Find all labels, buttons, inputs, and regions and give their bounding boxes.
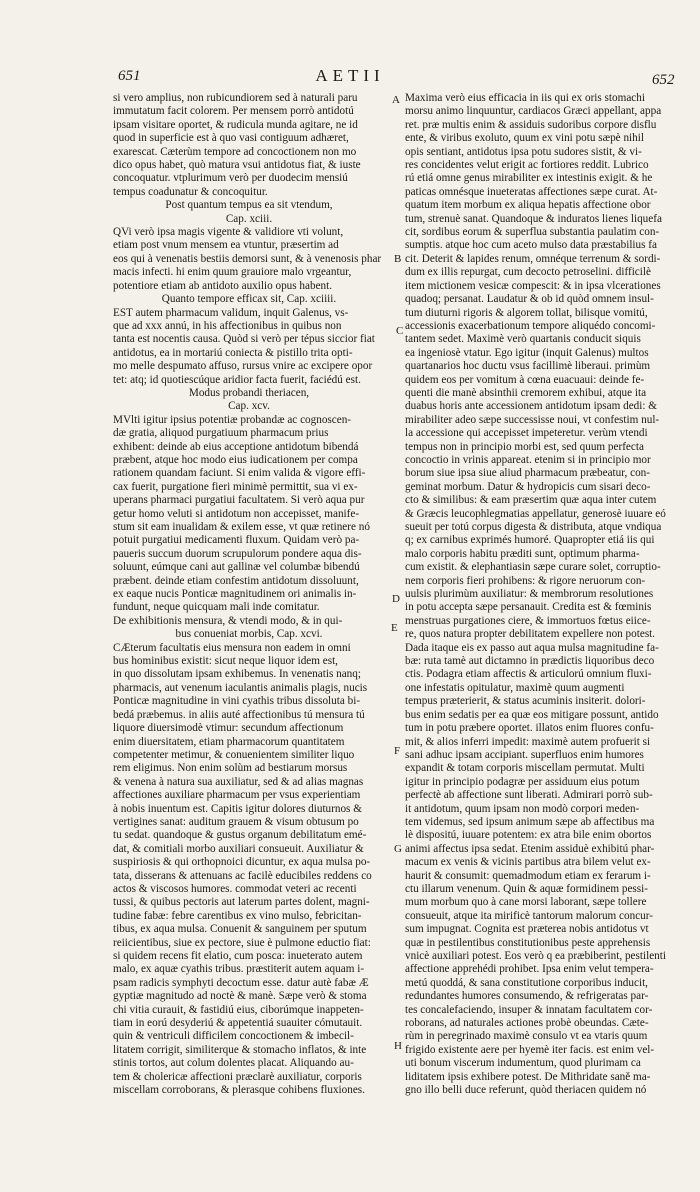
text-line: tum, strenuè sanat. Quandoque & induratos lienes liquefa [405, 212, 662, 225]
text-line: cax fuerit, purgatione fieri minimè permittit, sua vi ex- [113, 480, 358, 493]
text-line: quin & ventriculi difficilem concoctionem & imbecil- [113, 1030, 354, 1043]
text-line: tibus, ex aqua mulsa. Conuenit & sanguinem per sputum [113, 923, 367, 936]
text-line: tes concalefaciendo, insuper & innatam facultatem cor- [405, 1003, 653, 1016]
text-line: miscellam corroborans, & plerasque cohibens fluxiones. [113, 1084, 365, 1097]
page-number-right: 652 [652, 72, 675, 88]
text-line: Cap. xciii. [225, 212, 273, 225]
text-line: vertigines sanat: auditum grauem & visum obtusum po [113, 815, 359, 828]
text-line: consueuit, atque ita mirificè tantorum malorum concur- [405, 909, 653, 922]
text-line: tata, disserans & attenuans ac facilè educibiles reddens co [113, 869, 372, 882]
text-line: uperans pharmaci purgatiui facultatem. Si verò aqua pur [113, 494, 365, 507]
text-line: cit. Deterit & lapides renum, omnéque terrenum & sordi- [405, 252, 661, 265]
text-line: CÆterum facultatis eius mensura non eadem in omni [113, 641, 351, 654]
text-line: sum impugnat. Cognita est præterea nobis antidotus vt [405, 923, 649, 936]
text-line: in quo dissolutam ipsam exhibemus. In venenatis nanq; [113, 668, 361, 681]
text-line: tantem sedet. Maximè verò quartanis conducit siquis [405, 333, 641, 346]
text-line: suspiriosis & qui orthopnoici dicuntur, ex aqua mulsa po- [113, 856, 371, 869]
text-line: tempus coadunatur & concoquitur. [113, 185, 268, 198]
text-line: psam radicis symphyti decoctum esse. datur autè fabæ Æ [113, 976, 369, 989]
text-line: tiam in eorú desyderiú & appetentiá suauiter cómutauit. [113, 1017, 363, 1030]
text-line: affectiones auxiliare pharmacum per vsus experientiam [113, 789, 361, 802]
text-line: expandit & totam corporis miscellam permutat. Multi [405, 762, 645, 775]
text-line: Maxima verò eius efficacia in iis qui ex oris stomachi [405, 92, 645, 104]
text-line: borum siue ipsa siue aliud pharmacum præbeatur, con- [405, 467, 650, 480]
text-line: res concidentes velut erigit ac fortiores reddit. Lubrico [405, 159, 649, 172]
text-line: sani adhuc ipsam accipiant. superfluos enim humores [405, 748, 644, 761]
text-line: ctis. Podagra etiam affectis & articulorú omnium fluxi- [405, 668, 652, 681]
text-line: exhibent: deinde ab eius acceptione antidotum bibendá [113, 440, 359, 453]
text-line: liditatem ipsis exhibere potest. De Mithridate saně ma- [405, 1070, 651, 1083]
text-line: soluunt, eúmque cani aut gallinæ vel columbæ bibendú [113, 561, 360, 574]
text-line: paticas omnésque inueteratas affectiones sæpe curat. At- [405, 185, 658, 198]
text-line: perfectè ab affectione sunt liberati. Admirari porrò sub- [405, 789, 653, 802]
text-line: si quidem recens fit elatio, cum posca: inueterato autem [113, 950, 363, 962]
text-line: animi affectus ipsa sedat. Etenim assiduè exhibitú phar- [405, 842, 655, 855]
text-line: dum ex illis repurgat, cum decocto petroselini. difficilè [405, 266, 651, 279]
text-line: De exhibitionis mensura, & vtendi modo, & in qui- [113, 614, 343, 627]
text-line: tum in potu præbere oportet. illatos enim fluores confu- [405, 722, 654, 735]
text-line: opis sentiant, antidotus ipsa potu sudores sistit, & vi- [405, 145, 642, 158]
text-line: sueuit per totú corpus digesta & distributa, atque vndiqua [405, 521, 662, 533]
text-line: Dada itaque eis ex passo aut aqua mulsa magnitudine fa- [405, 641, 659, 654]
text-line: bus hominibus existit: sicut neque liquor idem est, [113, 655, 338, 668]
text-line: concoquatur. vtplurimum verò per duodecim mensiú [113, 172, 348, 185]
margin-letter: A [392, 94, 400, 106]
margin-letter: C [396, 325, 404, 337]
text-line: quatum item morbum ex aliqua hepatis affectione obor [405, 199, 651, 212]
text-line: tudine fabæ: febre carentibus ex vino mulso, febricitan- [113, 909, 362, 922]
text-line: QVi verò ipsa magis vigente & validiore vti volunt, [113, 226, 344, 239]
text-line: q; ex carnibus exprimés humoré. Quapropter etiá iis qui [405, 534, 655, 547]
text-line: tet: atq; id quotiescúque aridior facta fuerit, faciédú est. [113, 373, 361, 386]
text-line: tum diuturni rigoris & algorem tollat, bilisque vomitú, [405, 306, 648, 319]
text-line: malo, ex aquæ cyathis tribus. præstiterit autem aquam i- [113, 963, 365, 976]
text-line: in potu accepta sæpe persanauit. Credita est & fœminis [405, 601, 652, 614]
text-line: malo corporis habitu præditi sunt, optimum pharma- [405, 547, 640, 560]
text-line: accessionis exacerbationum tempore aliquédo concomi- [405, 319, 656, 332]
text-line: stum sit eam inualidam & exilem esse, vt quæ retinere nó [113, 521, 370, 533]
text-line: tu sedat. quandoque & gustus organum debilitatum emé- [113, 829, 367, 842]
text-line: bus enim sedatis per ea quæ eos mitigare possunt, antido [405, 708, 659, 721]
text-line: tempus non in principio morbi est, sed quum perfecta [405, 440, 644, 453]
text-line: liquore diuersimodè vtimur: secundum affectionum [113, 722, 344, 735]
text-line: MVlti igitur ipsius potentiæ probandæ ac cognoscen- [113, 413, 352, 426]
text-line: si vero amplius, non rubicundiorem sed à naturali paru [113, 92, 358, 104]
text-line: cto & similibus: & eam præsertim quæ aqua inter cutem [405, 494, 657, 507]
text-line: quenti die manè absinthii cremorem exhibui, atque ita [405, 386, 647, 399]
text-line: Quanto tempore efficax sit, Cap. xciiii. [161, 293, 337, 306]
text-line: dat, & comitiali morbo auxiliari consueuit. Auxiliatur & [113, 842, 364, 855]
text-line: uti bonum viscerum indumentum, quod plurimam ca [405, 1057, 641, 1070]
text-line: bus conueniat morbis, Cap. xcvi. [175, 628, 323, 641]
text-line: quod in superficie est à quo vasi contiguum adhæret, [113, 132, 349, 145]
text-line: à nobis inuentum est. Capitis igitur dolores diuturnos & [113, 802, 362, 815]
text-line: præbent, atque hoc modo eius iudicationem per compa [113, 453, 358, 466]
text-line: quidem eos per vomitum à cœna euacuaui: deinde fe- [405, 373, 645, 386]
text-line: sumptis. atque hoc cum aceto mulso data præstabilius fa [405, 239, 657, 252]
text-line: quadoq; persanat. Laudatur & ob id quòd omnem insul- [405, 293, 654, 306]
text-line: potentiore etiam ab antidoto auxilio opus habent. [113, 279, 333, 292]
text-line: tem videmus, sed ipsum animum sæpe ab affectibus ma [405, 815, 655, 828]
text-line: ipsam visitare oportet, & rudicula munda agitare, ne id [113, 118, 358, 131]
text-line: rú etiá omne genus mirabiliter ex intestinis exigit. & he [405, 172, 653, 185]
text-line: one infestatis opitulatur, maximè quum augmenti [405, 681, 625, 694]
text-line: affectione apprehédi prohibet. Ipsa enim velut tempera- [405, 963, 654, 976]
text-line: mo melle despumato affuso, rursus vnire ac excipere opor [113, 360, 373, 373]
text-line: vnicè auxiliari potest. Eos verò q ea præbiberint, pestilenti [405, 950, 666, 962]
text-line: exarescat. Cæterùm tempore ad concoctionem non mo [113, 145, 357, 158]
text-line: mirabiliter adeo sæpe successisse noui, vt confestim nul- [405, 413, 660, 426]
text-line: gyptiæ magnitudo ad noctè & manè. Sæpe verò & stoma [113, 990, 367, 1003]
text-line: getur homo veluti si antidotum non accepisset, manife- [113, 507, 360, 520]
text-line: ea ingeniosè vtatur. Ego igitur (inquit Galenus) multos [405, 346, 649, 359]
text-line: nem corporis fieri prohibens: & rigore neruorum con- [405, 574, 646, 587]
margin-letter: D [392, 593, 400, 605]
text-line: metú quoddá, & sana constitutione corporibus inducit, [405, 976, 648, 989]
text-line: mit, & alios inferri impedit: maximè autem profuerit si [405, 735, 651, 748]
text-line: mum morbum quo à cane morsi laborant, sæpe tollere [405, 896, 647, 909]
text-line: bedá præbemus. in aliis auté affectionibus tú mensura tú [113, 708, 365, 721]
margin-letter: G [394, 843, 402, 855]
running-header [0, 66, 700, 92]
margin-letter: B [394, 253, 402, 265]
text-line: Cap. xcv. [228, 400, 270, 413]
text-line: quartanarios hoc ductu vsus facillimè liberaui. primùm [405, 360, 651, 373]
running-title: AETII [315, 66, 385, 85]
text-line: tanta est nocentis causa. Quòd si verò per tépus siccior fiat [113, 333, 375, 346]
text-line: reiicientibus, siue ex pectore, siue è pulmone eductio fiat: [113, 936, 371, 949]
text-line: la accessione qui accepisset impeteretur. verùm vtendi [405, 427, 648, 440]
text-line: ret. præ multis enim & assiduis sudoribus corpore disflu [405, 118, 657, 131]
text-line: morsu animo linquuntur, cardiacos Græci appellant, appa [405, 105, 662, 118]
margin-letter: H [394, 1040, 402, 1052]
text-line: cum existit. & elephantiasin sæpe curare solet, corruptio- [405, 561, 661, 574]
text-line: præbent. deinde etiam confestim antidotum dissoluunt, [113, 574, 359, 587]
margin-letter: E [391, 622, 398, 634]
text-line: igitur in principio podagræ per assiduum eius potum [405, 775, 640, 788]
text-line: rùm in peregrinado maximè consulo vt ea vtaris quum [405, 1030, 648, 1043]
text-line: actos & viscosos humores. commodat veteri ac recenti [113, 882, 357, 895]
right-column [405, 92, 680, 1097]
left-column [113, 92, 385, 1097]
text-line: lè dispositú, iuuare potentem: ex atra bile enim obortos [405, 829, 652, 842]
text-line: rationem quandam faciunt. Si enim valida & vigore effi- [113, 467, 366, 480]
text-line: immutatum facit colorem. Per mensem porrò antidotú [113, 105, 354, 118]
text-line: quæ in pestilentibus constitutionibus peste apprehensis [405, 936, 651, 949]
text-line: ente, & viribus exoluto, quum ex vini potu sæpè nihil [405, 132, 644, 145]
text-line: roborans, ad naturales actiones probè obeundas. Cæte- [405, 1017, 649, 1030]
text-line: gno illo belli duce referunt, quòd theriacen quidem nó [405, 1084, 647, 1097]
text-line: pharmacis, aut venenum iaculantis animalis plagis, nucis [113, 681, 368, 694]
text-line: ctu illarum venenum. Quin & aquæ formidinem pessi- [405, 882, 648, 895]
text-line: fundunt, neque quicquam mali inde comitatur. [113, 601, 320, 614]
text-line: enim diuersitatem, etiam pharmacorum quantitatem [113, 735, 345, 748]
text-line: paueris succum duorum scrupulorum pondere aqua dis- [113, 547, 362, 560]
text-line: tem & cholericæ affectioni præclarè auxiliatur, corporis [113, 1070, 362, 1083]
text-line: tussi, & quibus pectoris aut laterum partes dolent, magni- [113, 896, 370, 909]
text-line: macis infecti. hi enim quum grauiore malo vrgeantur, [113, 266, 352, 279]
text-line: chi vitia curauit, & fastidiú eius, ciborúmque inappeten- [113, 1003, 364, 1016]
text-line: EST autem pharmacum validum, inquit Galenus, vs- [113, 306, 349, 319]
text-line: uulsis plurimùm auxiliatur: & membrorum resolutiones [405, 588, 654, 601]
text-line: cit, sordibus eorum & superflua substantia paulatim con- [405, 226, 660, 239]
text-line: ex eaque nucis Ponticæ magnitudinem ori animalis in- [113, 588, 357, 601]
text-line: haurit & consumit: quemadmodum etiam ex ferarum i- [405, 869, 651, 882]
text-line: macum ex venis & vicinis partibus atra bilem velut ex- [405, 856, 651, 869]
text-line: dæ gratia, aliquod purgatiuum pharmacum prius [113, 427, 329, 440]
page-number-left: 651 [118, 68, 141, 84]
text-line: & Græcis leucophlegmatias appellatur, generosè iuuare eó [405, 507, 666, 520]
text-line: bæ: ruta tamè aut dictamno in prædictis liquoribus deco [405, 655, 655, 668]
text-line: rem eligimus. Non enim solùm ad bestiarum morsus [113, 762, 348, 775]
text-line: que ad xxx annú, in his affectionibus in quibus non [113, 319, 342, 332]
text-line: geminat morbum. Datur & hydropicis cum sisari deco- [405, 480, 651, 493]
text-line: litatem corrigit, similiterque & stomacho inflatos, & inte [113, 1043, 367, 1056]
text-line: & venena à natura sua auxiliatur, sed & ad alias magnas [113, 775, 364, 788]
text-line: menstruas purgationes ciere, & immortuos fœtus eiice- [405, 614, 651, 627]
text-line: Ponticæ magnitudine in vini cyathis tribus dissoluta bi- [113, 695, 361, 708]
text-line: potuit purgatiui medicamenti fluxum. Quidam verò pa- [113, 534, 360, 547]
margin-letter: F [394, 745, 401, 757]
text-line: duabus horis ante accessionem antidotum ipsam dedi: & [405, 400, 657, 413]
text-line: re, quos natura propter debilitatem expellere non potest. [405, 628, 656, 641]
text-line: it antidotum, quum ipsam non modò corpori meden- [405, 802, 640, 815]
text-line: antidotus, ea in mortariú coniecta & pistillo trita opti- [113, 346, 353, 359]
text-line: redundantes humores consumendo, & refrigeratas par- [405, 990, 649, 1003]
text-line: competenter metimur, & conuenientem similiter liquo [113, 748, 355, 761]
text-line: concoctio in vrinis appareat. etenim si in principio mor [405, 453, 651, 466]
text-line: eos qui à venenatis bestiis demorsi sunt, & à venenosis phar [113, 252, 382, 265]
text-line: Modus probandi theriacen, [188, 386, 310, 399]
text-line: etiam post vnum mensem ea vtuntur, præsertim ad [113, 239, 339, 252]
text-line: tempus præterierit, & status acuminis insiterit. dolori- [405, 695, 646, 708]
text-line: item mictionem vesicæ compescit: & in ipsa vlcerationes [405, 279, 661, 292]
text-line: frigido existente aere per hyemè iter facis. est enim vel- [405, 1043, 655, 1056]
text-line: stinis tortos, aut colum dolentes placat. Aliquando au- [113, 1057, 354, 1070]
text-line: Post quantum tempus ea sit vtendum, [165, 199, 333, 212]
text-line: dico opus habet, quò matura vsui antidotus fiat, & iuste [113, 159, 361, 172]
